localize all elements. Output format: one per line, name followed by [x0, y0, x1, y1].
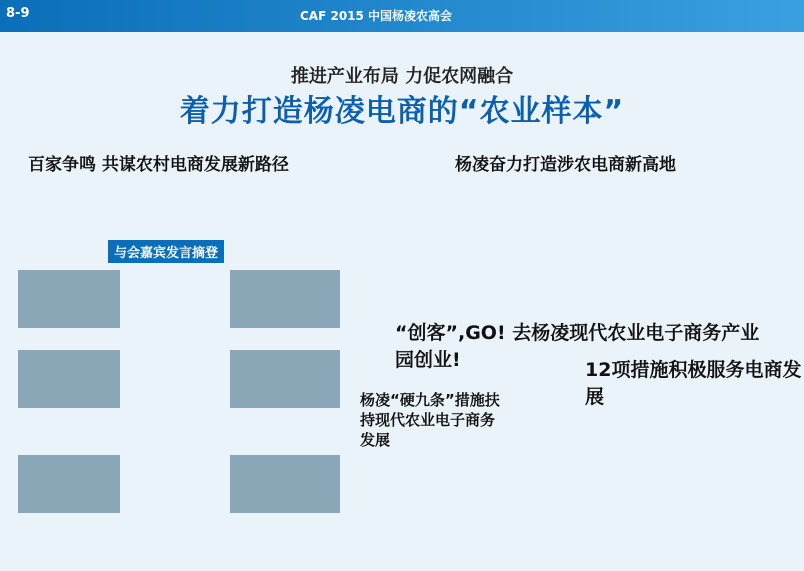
caf-title: CAF 2015 中国杨凌农高会	[300, 9, 453, 23]
main-headline: 着力打造杨凌电商的“农业样本”	[179, 94, 625, 129]
center-title: 杨凌“硬九条”措施扶持现代农业电子商务发展	[360, 391, 500, 449]
photo-2	[230, 270, 340, 328]
right-title: 杨凌奋力打造涉农电商新高地	[455, 155, 676, 175]
photo-1	[18, 270, 120, 328]
sub-headline: 推进产业布局 力促农网融合	[290, 66, 514, 87]
left-title: 百家争鸣 共谋农村电商发展新路径	[28, 155, 289, 175]
photo-6	[230, 455, 340, 513]
photo-5	[18, 455, 120, 513]
speech-banner: 与会嘉宾发言摘登	[108, 240, 224, 263]
top-bar	[0, 0, 804, 32]
photo-3	[18, 350, 120, 408]
photo-4	[230, 350, 340, 408]
page-numbers: 8-9	[6, 6, 30, 21]
maker-title: “创客”,GO! 去杨凌现代农业电子商务产业园创业!	[395, 322, 760, 371]
measures-title: 12项措施积极服务电商发展	[585, 359, 802, 408]
